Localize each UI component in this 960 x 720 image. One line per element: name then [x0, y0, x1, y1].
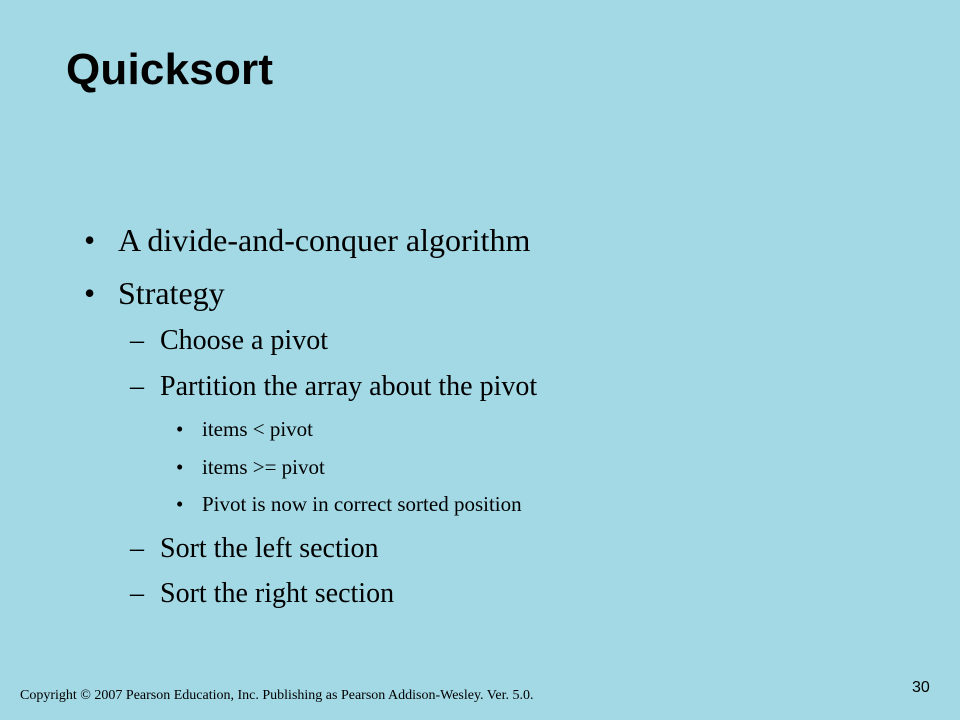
sub-item-marker: –	[130, 371, 144, 402]
slide-title: Quicksort	[66, 45, 274, 94]
sub-sub-item-marker: •	[176, 492, 184, 516]
sub-item-marker: –	[130, 325, 144, 356]
copyright-footer: Copyright © 2007 Pearson Education, Inc. Publishing as Pearson Addison-Wesley. Ver. 5.0.	[20, 688, 534, 703]
sub-sub-item-marker: •	[176, 455, 184, 479]
bullet-marker: •	[84, 275, 96, 311]
sub-item-text: Choose a pivot	[160, 325, 328, 356]
sub-sub-item-text: Pivot is now in correct sorted position	[202, 492, 522, 516]
bullet-text: Strategy	[118, 275, 225, 311]
sub-sub-item-text: items < pivot	[202, 417, 314, 441]
bullet-marker: •	[84, 222, 96, 258]
sub-sub-item-marker: •	[176, 417, 184, 441]
sub-sub-item-text: items >= pivot	[202, 455, 325, 479]
sub-item-text: Sort the left section	[160, 533, 379, 564]
sub-item-marker: –	[130, 533, 144, 564]
bullet-text: A divide-and-conquer algorithm	[118, 222, 531, 258]
page-number: 30	[912, 679, 930, 696]
sub-item-text: Partition the array about the pivot	[160, 371, 538, 402]
sub-item-text: Sort the right section	[160, 578, 395, 609]
sub-item-marker: –	[130, 578, 144, 609]
